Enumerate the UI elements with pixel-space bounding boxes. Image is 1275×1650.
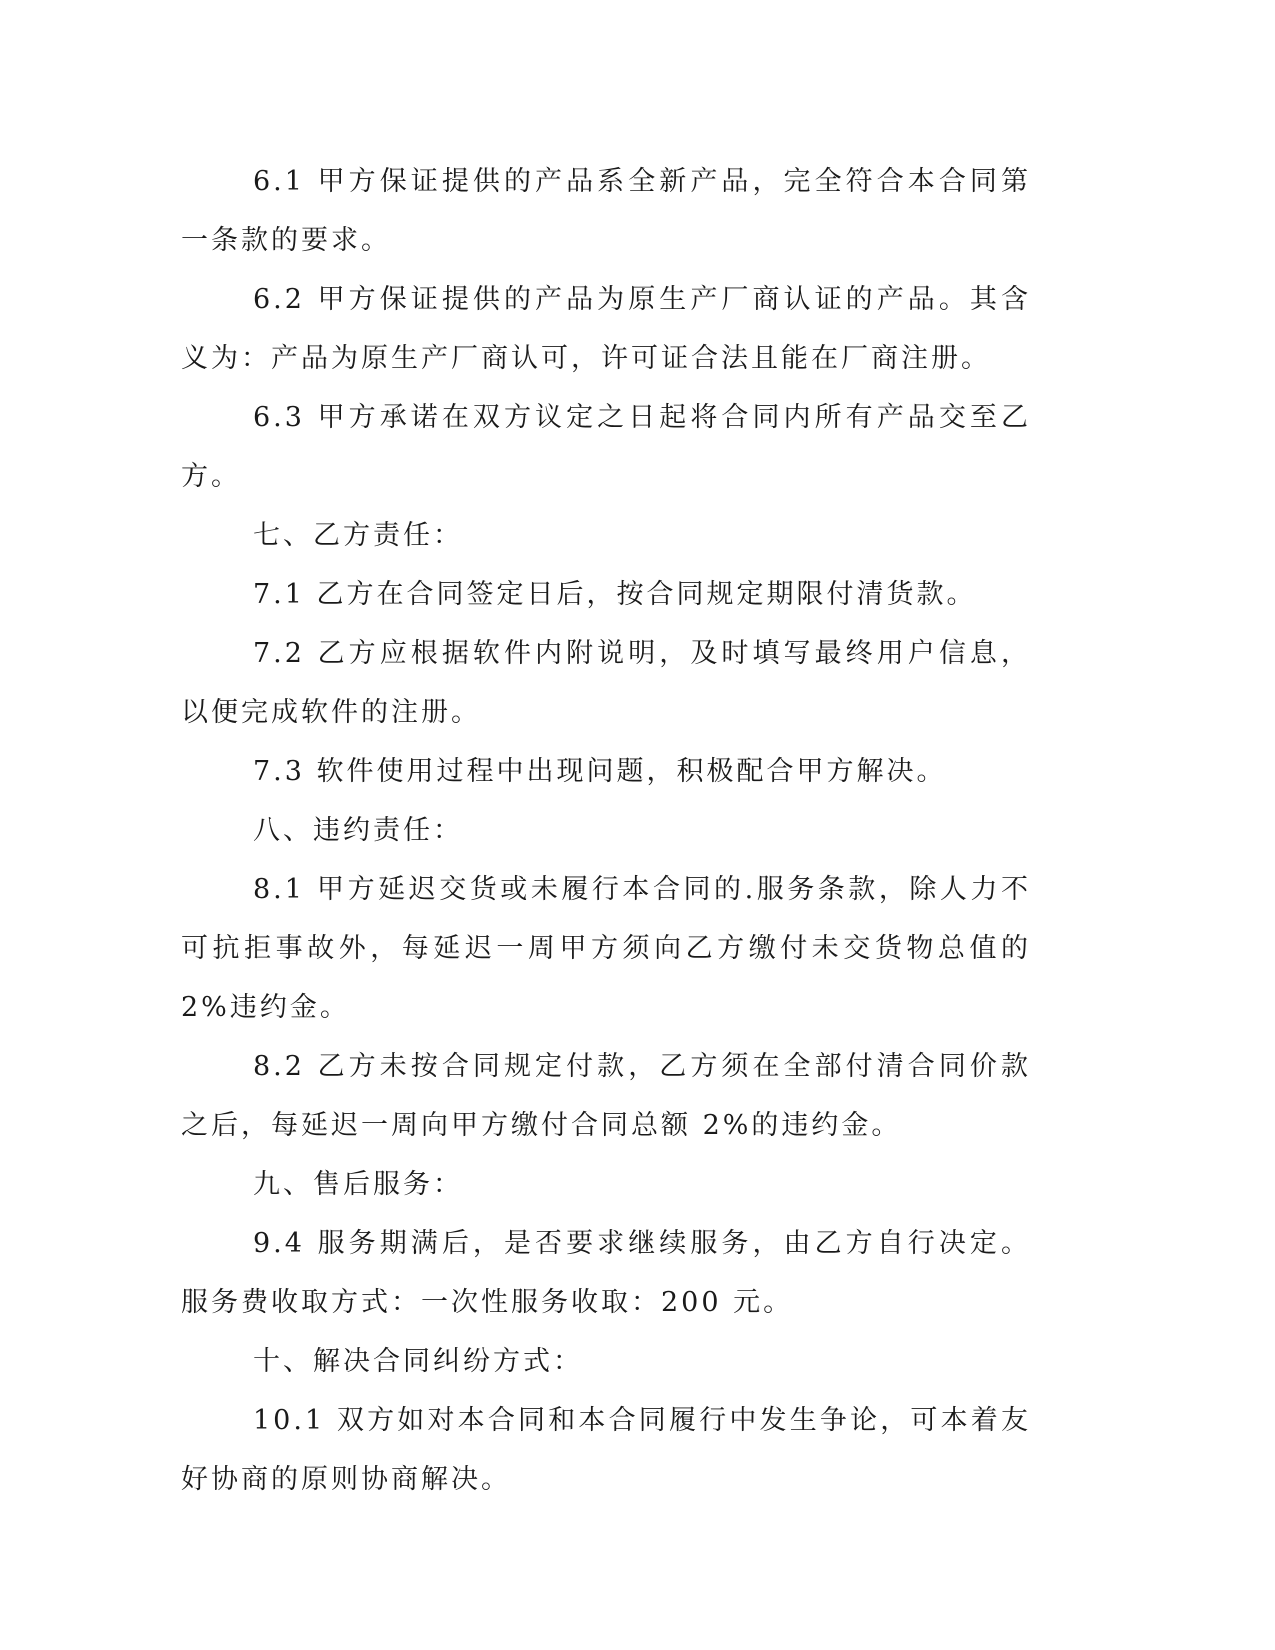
clause-8-1: 8.1 甲方延迟交货或未履行本合同的.服务条款，除人力不可抗拒事故外，每延迟一周甲方须向乙方缴付未交货物总值的 2%违约金。 — [181, 874, 1031, 1023]
clause-7-1: 7.1 乙方在合同签定日后，按合同规定期限付清货款。 — [253, 579, 977, 610]
section-heading-7: 七、乙方责任： — [253, 520, 463, 551]
document-body — [181, 152, 1031, 1509]
clause-10-1: 10.1 双方如对本合同和本合同履行中发生争论，可本着友好协商的原则协商解决。 — [181, 1405, 1031, 1495]
section-heading-10: 十、解决合同纠纷方式： — [253, 1346, 583, 1377]
section-heading-9: 九、售后服务： — [253, 1169, 463, 1200]
clause-8-2: 8.2 乙方未按合同规定付款，乙方须在全部付清合同价款之后，每延迟一周向甲方缴付合同总额 2%的违约金。 — [181, 1051, 1031, 1141]
clause-6-3: 6.3 甲方承诺在双方议定之日起将合同内所有产品交至乙方。 — [181, 402, 1031, 492]
clause-7-2: 7.2 乙方应根据软件内附说明，及时填写最终用户信息，以便完成软件的注册。 — [181, 638, 1031, 728]
clause-9-4: 9.4 服务期满后，是否要求继续服务，由乙方自行决定。服务费收取方式：一次性服务收取：200 元。 — [181, 1228, 1031, 1318]
section-heading-8: 八、违约责任： — [253, 815, 463, 846]
clause-7-3: 7.3 软件使用过程中出现问题，积极配合甲方解决。 — [253, 756, 947, 787]
clause-6-1: 6.1 甲方保证提供的产品系全新产品，完全符合本合同第一条款的要求。 — [181, 166, 1031, 256]
clause-6-2: 6.2 甲方保证提供的产品为原生产厂商认证的产品。其含义为：产品为原生产厂商认可，许可证合法且能在厂商注册。 — [181, 284, 1031, 374]
